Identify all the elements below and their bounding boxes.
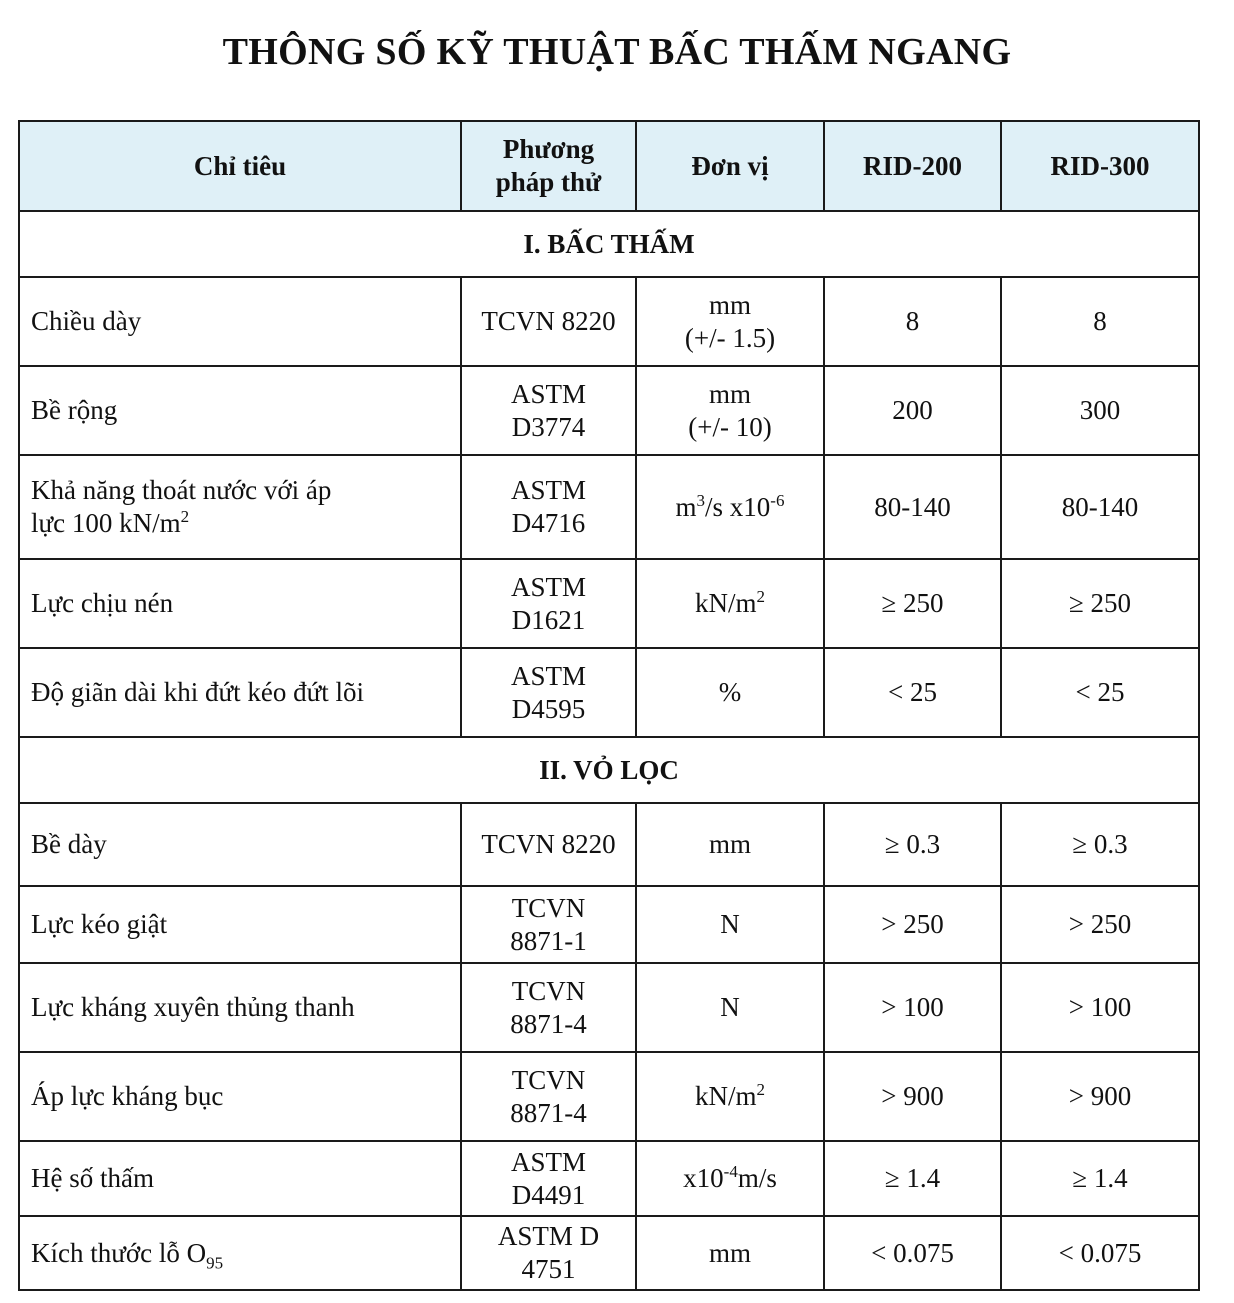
table-row <box>19 648 1199 737</box>
unit-part-a: x10 <box>683 1163 724 1194</box>
row-value-rid300: > 250 <box>1001 886 1199 963</box>
label-line2 <box>31 507 454 540</box>
row-method <box>461 963 636 1052</box>
table-row <box>19 559 1199 648</box>
row-value-rid300: ≥ 0.3 <box>1001 803 1199 886</box>
row-method <box>461 1141 636 1216</box>
row-value-rid200: < 0.075 <box>824 1216 1001 1290</box>
spec-table <box>18 120 1200 1291</box>
table-row <box>19 886 1199 963</box>
row-method <box>461 1052 636 1141</box>
row-value-rid200: ≥ 1.4 <box>824 1141 1001 1216</box>
row-method <box>461 366 636 455</box>
row-unit: N <box>636 886 824 963</box>
method-line2: 8871-4 <box>510 1097 587 1128</box>
row-unit <box>636 1052 824 1141</box>
unit-superscript: 2 <box>756 1080 765 1100</box>
section-row <box>19 737 1199 803</box>
table-row <box>19 1141 1199 1216</box>
method-line1: ASTM <box>510 571 586 602</box>
row-method <box>461 559 636 648</box>
row-value-rid200: 200 <box>824 366 1001 455</box>
unit-line2: (+/- 10) <box>688 411 772 442</box>
row-label: Độ giãn dài khi đứt kéo đứt lõi <box>19 648 461 737</box>
unit-part-a: m <box>675 491 697 522</box>
row-value-rid300: < 25 <box>1001 648 1199 737</box>
unit-superscript-1: 3 <box>696 490 706 510</box>
table-row <box>19 963 1199 1052</box>
row-label: Lực kéo giật <box>19 886 461 963</box>
method-line2: 8871-1 <box>510 925 587 956</box>
unit-part-b: /s x10 <box>705 491 771 522</box>
row-value-rid300: 80-140 <box>1001 455 1199 559</box>
row-value-rid300: > 100 <box>1001 963 1199 1052</box>
label-line1: Khả năng thoát nước với áp <box>31 475 332 506</box>
header-unit: Đơn vị <box>636 121 824 211</box>
method-line1: ASTM <box>510 1146 586 1177</box>
unit-part-b: m/s <box>737 1163 777 1194</box>
header-rid300: RID-300 <box>1001 121 1199 211</box>
row-method <box>461 648 636 737</box>
row-label: Lực chịu nén <box>19 559 461 648</box>
unit-line1: mm <box>708 378 751 409</box>
row-unit: % <box>636 648 824 737</box>
method-line2: 4751 <box>521 1254 576 1284</box>
row-label: Bề dày <box>19 803 461 886</box>
label-text: Kích thước lỗ O <box>31 1237 207 1268</box>
row-value-rid200: > 900 <box>824 1052 1001 1141</box>
row-value-rid200: ≥ 250 <box>824 559 1001 648</box>
row-unit <box>636 277 824 366</box>
unit-part-a: kN/m <box>694 1081 757 1112</box>
method-line2: D1621 <box>511 604 586 635</box>
method-line1: ASTM <box>510 378 586 409</box>
header-method-line2: pháp thử <box>495 167 602 197</box>
row-unit: mm <box>636 803 824 886</box>
row-value-rid300: > 900 <box>1001 1052 1199 1141</box>
row-method <box>461 1216 636 1290</box>
row-value-rid300: 300 <box>1001 366 1199 455</box>
row-unit <box>636 366 824 455</box>
row-value-rid200: 8 <box>824 277 1001 366</box>
method-line2: D4491 <box>511 1179 586 1210</box>
row-method <box>461 886 636 963</box>
section-title: II. VỎ LỌC <box>19 737 1199 803</box>
header-method-line1: Phương <box>502 134 595 165</box>
row-unit <box>636 559 824 648</box>
row-unit <box>636 455 824 559</box>
table-row <box>19 366 1199 455</box>
row-unit: mm <box>636 1216 824 1290</box>
method-line2: D3774 <box>511 411 586 442</box>
label-line2-text: lực 100 kN/m <box>31 508 181 538</box>
table-row <box>19 455 1199 559</box>
header-criteria: Chỉ tiêu <box>19 121 461 211</box>
row-value-rid300: ≥ 250 <box>1001 559 1199 648</box>
row-label <box>19 1216 461 1290</box>
unit-line2: (+/- 1.5) <box>684 322 776 353</box>
row-unit: N <box>636 963 824 1052</box>
row-label: Lực kháng xuyên thủng thanh <box>19 963 461 1052</box>
row-value-rid300: ≥ 1.4 <box>1001 1141 1199 1216</box>
table-row <box>19 277 1199 366</box>
table-row <box>19 1052 1199 1141</box>
method-line1: ASTM D <box>497 1221 600 1252</box>
row-unit <box>636 1141 824 1216</box>
method-line1: TCVN <box>511 975 586 1006</box>
section-title: I. BẤC THẤM <box>19 211 1199 277</box>
unit-superscript-2: -6 <box>770 490 785 510</box>
row-value-rid200: < 25 <box>824 648 1001 737</box>
row-method: TCVN 8220 <box>461 277 636 366</box>
method-line1: TCVN <box>511 892 586 923</box>
row-value-rid200: 80-140 <box>824 455 1001 559</box>
row-value-rid200: > 250 <box>824 886 1001 963</box>
table-row <box>19 803 1199 886</box>
unit-line1: mm <box>708 289 751 320</box>
row-value-rid200: ≥ 0.3 <box>824 803 1001 886</box>
row-value-rid200: > 100 <box>824 963 1001 1052</box>
unit-part-a: kN/m <box>694 588 757 619</box>
row-method <box>461 455 636 559</box>
method-line1: ASTM <box>510 475 586 506</box>
method-line2: D4716 <box>511 508 586 538</box>
row-label: Bề rộng <box>19 366 461 455</box>
label-superscript: 2 <box>180 507 190 526</box>
row-method: TCVN 8220 <box>461 803 636 886</box>
label-subscript: 95 <box>206 1252 224 1272</box>
row-label <box>19 455 461 559</box>
method-line1: TCVN <box>511 1064 586 1095</box>
row-label: Hệ số thấm <box>19 1141 461 1216</box>
header-row <box>19 121 1199 211</box>
table-row <box>19 1216 1199 1290</box>
method-line2: D4595 <box>511 693 586 724</box>
header-method <box>461 121 636 211</box>
section-row <box>19 211 1199 277</box>
method-line1: ASTM <box>510 660 586 691</box>
header-rid200: RID-200 <box>824 121 1001 211</box>
row-label: Chiều dày <box>19 277 461 366</box>
page-title: THÔNG SỐ KỸ THUẬT BẤC THẤM NGANG <box>222 31 1012 73</box>
unit-superscript: -4 <box>723 1162 738 1182</box>
method-line2: 8871-4 <box>510 1008 587 1039</box>
row-value-rid300: < 0.075 <box>1001 1216 1199 1290</box>
row-value-rid300: 8 <box>1001 277 1199 366</box>
unit-superscript: 2 <box>756 587 765 607</box>
row-label: Áp lực kháng bục <box>19 1052 461 1141</box>
